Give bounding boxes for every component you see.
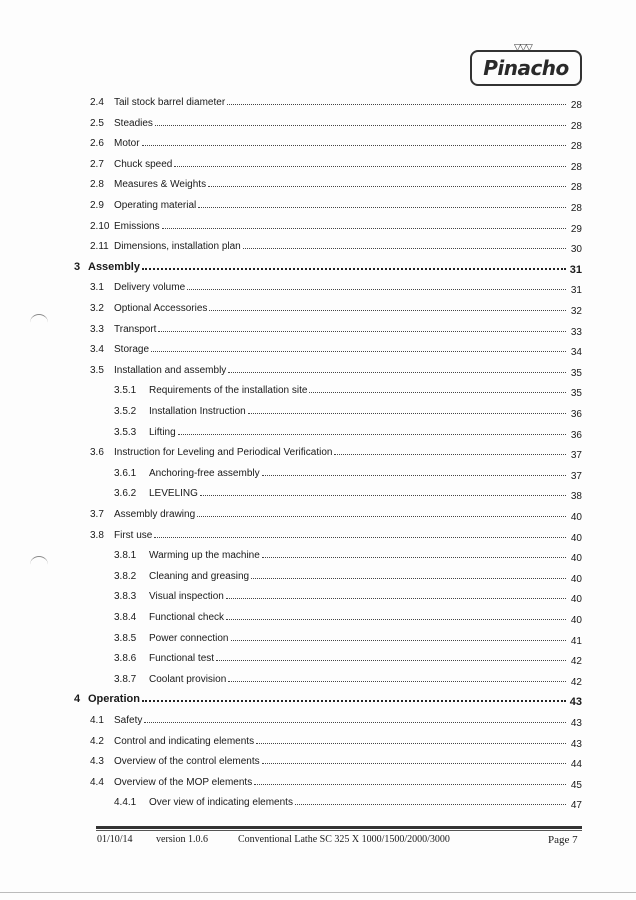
toc-entry-number: 3.5.3 — [114, 426, 137, 438]
toc-entry-title: Optional Accessories — [114, 303, 208, 314]
toc-entry-title: LEVELING — [149, 488, 198, 500]
toc-entry-page: 34 — [570, 347, 582, 359]
toc-entry-page: 28 — [570, 100, 582, 111]
toc-entry-title: Functional test — [149, 653, 215, 665]
toc-entry-page: 38 — [570, 491, 582, 503]
toc-entry-page: 28 — [570, 161, 582, 173]
toc-entry-number: 3.8.6 — [114, 653, 137, 665]
toc-entry-title: Control and indicating elements — [114, 735, 255, 747]
toc-entry-title: Delivery volume — [114, 282, 186, 294]
toc-entry-page: 43 — [569, 696, 582, 709]
toc-entry[interactable] — [90, 174, 582, 194]
footer-version: version 1.0.6 — [156, 834, 208, 845]
footer-product: Conventional Lathe SC 325 X 1000/1500/2000/3000 — [238, 834, 450, 845]
toc-entry-title: Instruction for Leveling and Periodical Verification — [114, 447, 333, 459]
toc-entry[interactable] — [90, 442, 582, 462]
toc-entry-number: 3.1 — [90, 282, 104, 294]
toc-entry[interactable] — [90, 731, 582, 750]
toc-entry-number: 2.8 — [90, 179, 104, 191]
toc-entry-title: Dimensions, installation plan — [114, 241, 241, 253]
toc-entry-title: Tail stock barrel diameter — [114, 97, 226, 108]
toc-entry-page: 31 — [570, 285, 582, 297]
toc-dot-leader — [334, 454, 566, 455]
toc-entry-page: 37 — [570, 470, 582, 482]
toc-entry[interactable] — [90, 277, 582, 297]
toc-entry-number: 4.3 — [90, 756, 104, 768]
toc-entry-title: Coolant provision — [149, 673, 227, 685]
logo-mark-icon: ▽▽▽ — [514, 42, 532, 52]
toc-entry-number: 4.1 — [90, 715, 104, 726]
toc-dot-leader — [231, 640, 567, 641]
toc-entry[interactable] — [114, 628, 582, 647]
toc-dot-leader — [142, 268, 566, 270]
toc-entry-title: Safety — [114, 715, 143, 726]
toc-dot-leader — [209, 310, 566, 311]
toc-entry[interactable] — [114, 422, 582, 441]
toc-entry-title: Operation — [88, 693, 140, 706]
toc-dot-leader — [142, 145, 566, 146]
scan-edge-line — [0, 892, 636, 893]
toc-dot-leader — [174, 166, 566, 167]
toc-dot-leader — [154, 537, 566, 538]
toc-entry-page: 40 — [570, 553, 582, 565]
toc-dot-leader — [144, 722, 566, 723]
toc-entry[interactable] — [90, 772, 582, 791]
toc-entry[interactable] — [114, 483, 582, 503]
toc-entry-title: Requirements of the installation site — [149, 385, 308, 397]
toc-entry[interactable] — [90, 195, 582, 214]
toc-entry-title: Cleaning and greasing — [149, 570, 250, 582]
toc-entry[interactable] — [90, 319, 582, 338]
toc-entry-page: 40 — [570, 594, 582, 606]
toc-entry-page: 29 — [570, 223, 582, 235]
logo-frame — [470, 50, 582, 86]
toc-entry-number: 3.3 — [90, 323, 104, 335]
toc-entry[interactable] — [90, 504, 582, 523]
toc-entry-title: Installation and assembly — [114, 364, 227, 376]
toc-dot-leader — [243, 248, 566, 249]
toc-dot-leader — [162, 228, 566, 229]
toc-entry-title: Emissions — [114, 220, 160, 232]
toc-entry-title: Overview of the control elements — [114, 756, 260, 768]
toc-entry-page: 32 — [570, 306, 582, 317]
toc-entry-number: 3.7 — [90, 509, 104, 520]
toc-dot-leader — [262, 557, 566, 558]
toc-entry-page: 37 — [570, 450, 582, 462]
footer-page-number: Page 7 — [548, 834, 578, 846]
toc-entry-number: 2.9 — [90, 200, 104, 211]
toc-entry-page: 43 — [570, 738, 582, 750]
toc-dot-leader — [251, 578, 566, 579]
toc-entry-number: 3.6.1 — [114, 467, 137, 479]
toc-entry[interactable] — [90, 339, 582, 359]
toc-entry[interactable] — [114, 669, 582, 688]
toc-chapter-entry[interactable] — [74, 257, 582, 276]
punch-hole-mark — [30, 556, 48, 573]
toc-entry-page: 28 — [570, 182, 582, 194]
toc-entry-title: Steadies — [114, 117, 153, 129]
toc-entry-number: 2.4 — [90, 97, 104, 108]
toc-entry-number: 2.7 — [90, 158, 104, 170]
toc-entry[interactable] — [114, 401, 582, 420]
toc-dot-leader — [228, 372, 566, 373]
toc-entry-title: Assembly — [88, 260, 140, 273]
toc-entry-title: Visual inspection — [149, 591, 224, 603]
toc-entry-number: 3.8 — [90, 529, 104, 541]
toc-entry-page: 36 — [570, 429, 582, 441]
toc-entry-number: 3.8.2 — [114, 570, 137, 582]
toc-entry-number: 3.5 — [90, 364, 104, 376]
toc-dot-leader — [142, 700, 566, 702]
toc-entry[interactable] — [90, 525, 582, 544]
toc-dot-leader — [151, 351, 566, 352]
toc-entry-title: Functional check — [149, 612, 225, 623]
toc-entry-title: Installation Instruction — [149, 406, 246, 417]
toc-entry-number: 2.5 — [90, 117, 104, 129]
toc-entry-title: Motor — [114, 138, 140, 150]
toc-dot-leader — [158, 331, 566, 332]
toc-entry-title: Transport — [114, 323, 157, 335]
toc-chapter-entry[interactable] — [74, 689, 582, 709]
toc-dot-leader — [200, 495, 566, 496]
toc-entry-page: 33 — [570, 326, 582, 338]
toc-entry-number: 2.11 — [90, 241, 109, 253]
toc-entry-page: 40 — [570, 615, 582, 626]
toc-entry-page: 36 — [570, 409, 582, 420]
toc-dot-leader — [155, 125, 566, 126]
toc-entry-title: Measures & Weights — [114, 179, 207, 191]
toc-entry[interactable] — [90, 751, 582, 771]
toc-entry-page: 28 — [570, 203, 582, 214]
toc-entry-number: 2.10 — [90, 220, 110, 232]
toc-dot-leader — [226, 619, 566, 620]
toc-entry-number: 4.4.1 — [114, 797, 137, 809]
toc-entry[interactable] — [114, 792, 582, 812]
toc-dot-leader — [187, 289, 566, 290]
toc-dot-leader — [198, 207, 566, 208]
toc-dot-leader — [256, 743, 566, 744]
toc-entry-page: 28 — [570, 120, 582, 132]
toc-entry-page: 35 — [570, 367, 582, 379]
logo-text: Pinacho — [483, 56, 569, 80]
toc-entry-number: 2.6 — [90, 138, 104, 150]
toc-entry-title: Anchoring-free assembly — [149, 467, 260, 479]
toc-entry[interactable] — [90, 360, 582, 379]
toc-entry[interactable] — [114, 607, 582, 626]
toc-entry-title: Assembly drawing — [114, 509, 196, 520]
footer-rule-thin — [96, 830, 582, 831]
toc-dot-leader — [216, 660, 566, 661]
toc-entry-number: 3.8.1 — [114, 550, 137, 562]
toc-entry-title: Storage — [114, 344, 150, 356]
toc-entry[interactable] — [90, 113, 582, 132]
toc-entry[interactable] — [114, 648, 582, 668]
toc-entry-page: 45 — [570, 779, 582, 791]
toc-entry[interactable] — [90, 298, 582, 317]
toc-dot-leader — [295, 804, 566, 805]
toc-dot-leader — [248, 413, 566, 414]
toc-entry-page: 44 — [570, 759, 582, 771]
toc-entry-page: 40 — [570, 573, 582, 585]
toc-entry-number: 4 — [74, 693, 81, 706]
toc-entry-title: Chuck speed — [114, 158, 173, 170]
toc-dot-leader — [226, 598, 566, 599]
toc-dot-leader — [228, 681, 566, 682]
toc-entry[interactable] — [90, 133, 582, 153]
toc-entry-number: 3.8.7 — [114, 673, 137, 685]
toc-entry-number: 3.8.4 — [114, 612, 137, 623]
toc-entry-title: First use — [114, 529, 153, 541]
toc-dot-leader — [262, 475, 566, 476]
pinacho-logo — [470, 42, 580, 84]
toc-entry-number: 3.5.1 — [114, 385, 137, 397]
toc-dot-leader — [197, 516, 566, 517]
toc-entry-page: 47 — [570, 800, 582, 812]
toc-entry-number: 3.8.3 — [114, 591, 137, 603]
toc-entry[interactable] — [90, 236, 582, 256]
toc-entry[interactable] — [114, 463, 582, 482]
toc-entry-title: Over view of indicating elements — [149, 797, 293, 809]
toc-entry-number: 3.8.5 — [114, 632, 137, 644]
toc-entry-number: 3.4 — [90, 344, 104, 356]
toc-entry-page: 40 — [570, 532, 582, 544]
toc-entry-title: Power connection — [149, 632, 229, 644]
toc-entry-number: 3.6 — [90, 447, 104, 459]
toc-entry-page: 43 — [570, 718, 582, 729]
toc-dot-leader — [208, 186, 566, 187]
footer-date: 01/10/14 — [97, 834, 133, 845]
toc-entry-page: 30 — [570, 244, 582, 256]
toc-entry-title: Lifting — [149, 426, 176, 438]
toc-entry-page: 28 — [570, 141, 582, 153]
toc-entry-page: 35 — [570, 388, 582, 400]
toc-entry-title: Operating material — [114, 200, 197, 211]
toc-dot-leader — [178, 434, 566, 435]
toc-entry[interactable] — [90, 710, 582, 729]
toc-entry[interactable] — [114, 545, 582, 565]
toc-entry-page: 42 — [570, 656, 582, 668]
footer-rule — [96, 826, 582, 829]
toc-entry[interactable] — [114, 566, 582, 585]
toc-dot-leader — [227, 104, 566, 105]
toc-entry-title: Overview of the MOP elements — [114, 776, 253, 788]
toc-entry-page: 31 — [569, 263, 582, 276]
toc-entry[interactable] — [114, 380, 582, 400]
toc-entry-number: 4.4 — [90, 776, 104, 788]
toc-entry[interactable] — [90, 154, 582, 173]
toc-entry-number: 3.5.2 — [114, 406, 137, 417]
toc-dot-leader — [309, 392, 566, 393]
toc-entry-number: 3.6.2 — [114, 488, 137, 500]
toc-entry-number: 3 — [74, 260, 81, 273]
punch-hole-mark — [30, 314, 48, 331]
toc-entry-number: 3.2 — [90, 303, 104, 314]
toc-dot-leader — [262, 763, 566, 764]
toc-entry[interactable] — [90, 216, 582, 235]
toc-entry-number: 4.2 — [90, 735, 104, 747]
toc-entry-page: 42 — [570, 676, 582, 688]
toc-entry[interactable] — [114, 586, 582, 606]
toc-entry-page: 41 — [570, 635, 582, 647]
toc-dot-leader — [254, 784, 566, 785]
toc-entry-title: Warming up the machine — [149, 550, 260, 562]
toc-entry-page: 40 — [570, 512, 582, 523]
toc-entry[interactable] — [90, 92, 582, 111]
